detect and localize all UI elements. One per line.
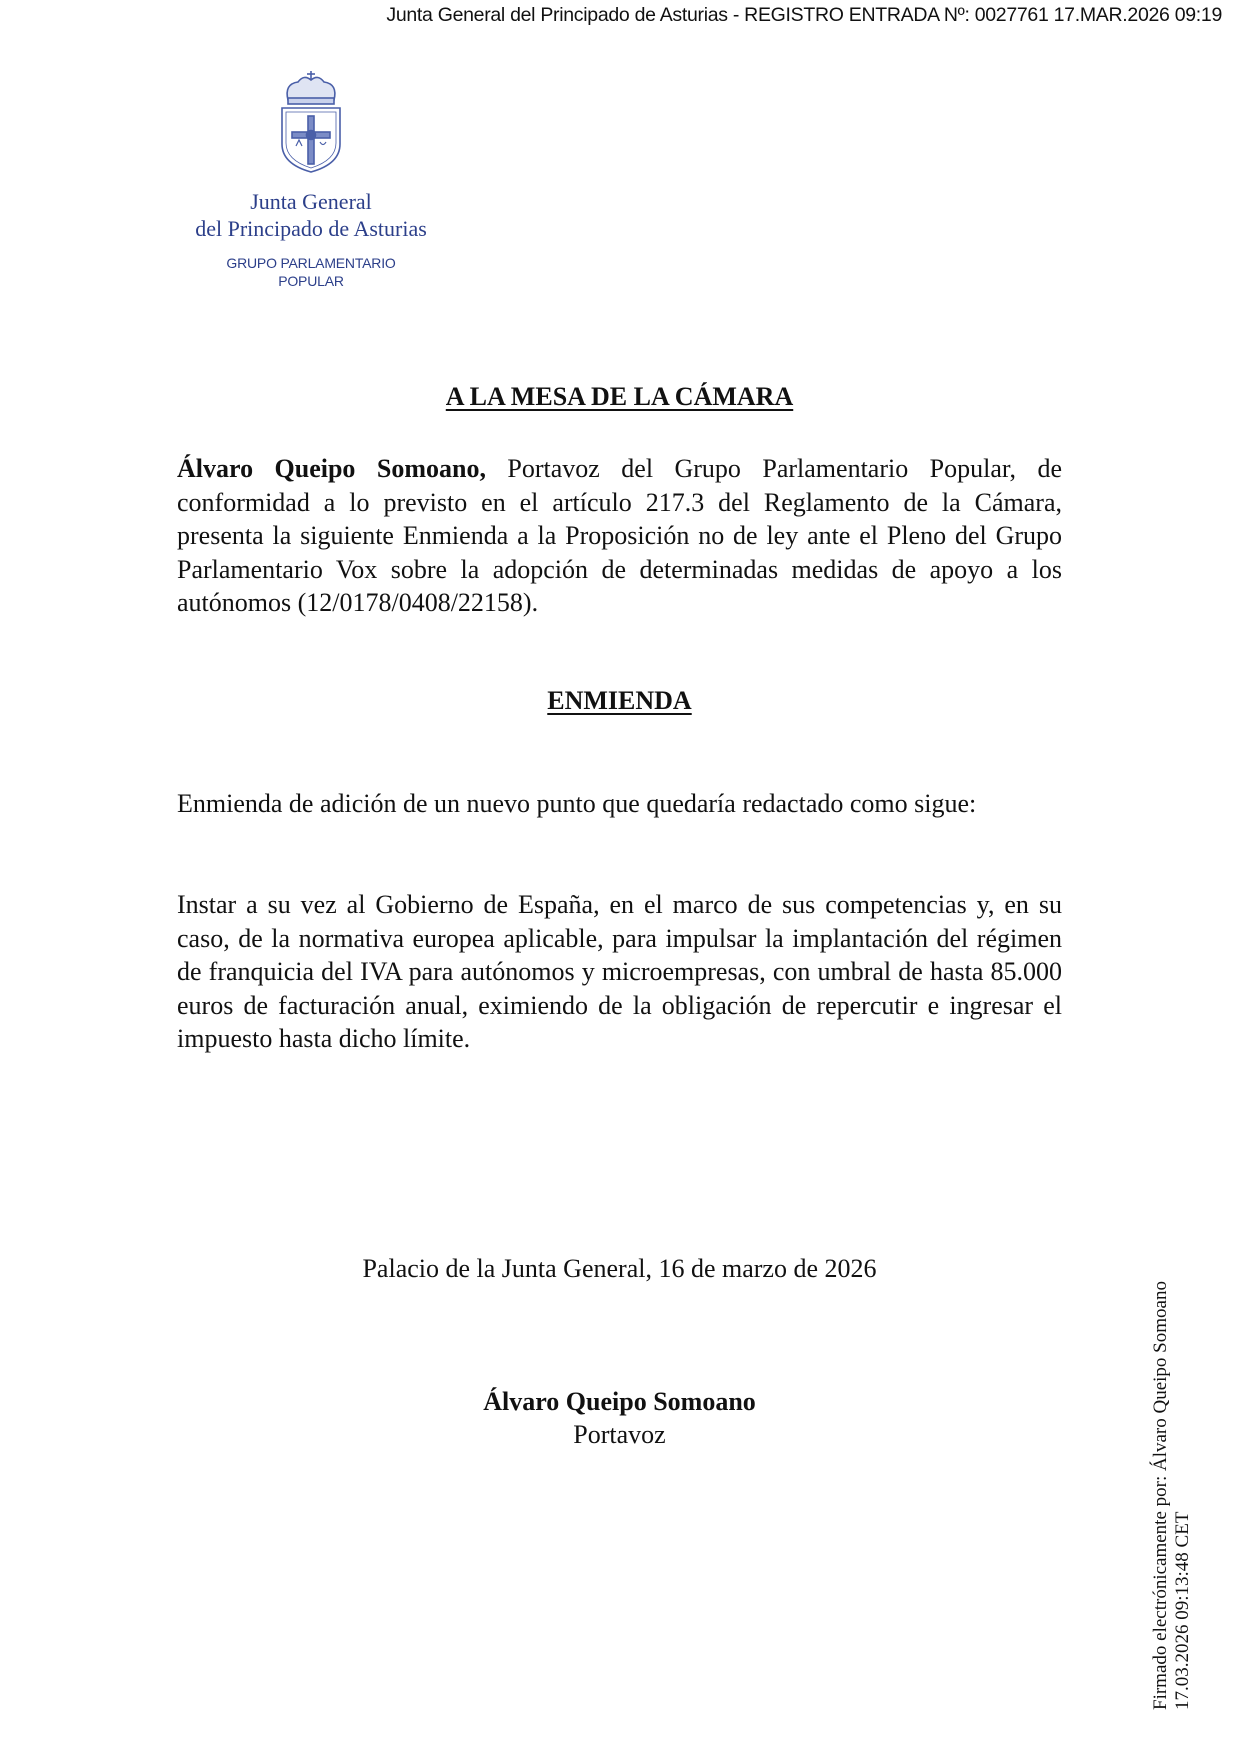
- signature-line1: Firmado electrónicamente por: Álvaro Queipo Somoano: [1150, 1281, 1171, 1710]
- author-name: Álvaro Queipo Somoano,: [177, 454, 486, 483]
- asturias-coat-of-arms-icon: [276, 70, 346, 174]
- logo-group-line2: POPULAR: [278, 273, 344, 289]
- amendment-intro: Enmienda de adición de un nuevo punto que quedaría redactado como sigue:: [177, 789, 977, 818]
- place-date: Palacio de la Junta General, 16 de marzo de 2026: [362, 1254, 877, 1283]
- signatory-role: Portavoz: [573, 1420, 666, 1449]
- section-title: ENMIENDA: [547, 686, 692, 715]
- logo-title-line2: del Principado de Asturias: [195, 216, 427, 241]
- addressee-heading: A LA MESA DE LA CÁMARA: [445, 382, 794, 411]
- signature-line2: 17.03.2026 09:13:48 CET: [1172, 1511, 1193, 1710]
- electronic-signature: [1150, 1281, 1194, 1710]
- intro-text: Portavoz del Grupo Parlamentario Popular, de conformidad a lo previsto en el artículo 217.3 del Reglamento de la Cámara, presenta la siguiente Enmienda a la Proposición no de ley ante el Pleno del Grupo Parlamentario Vox sobre la adopción de determinadas medidas de apoyo a los autónomos (12/0178/0408/22158).: [177, 454, 1062, 617]
- signatory-name: Álvaro Queipo Somoano: [483, 1387, 756, 1416]
- logo-group-line1: GRUPO PARLAMENTARIO: [226, 255, 396, 271]
- intro-paragraph: [177, 452, 1062, 620]
- logo-title-line1: Junta General: [250, 189, 372, 214]
- registry-stamp: Junta General del Principado de Asturias - REGISTRO ENTRADA Nº: 0027761 17.MAR.2026 09:19: [386, 4, 1222, 26]
- amendment-text: Instar a su vez al Gobierno de España, en el marco de sus competencias y, en su caso, de la normativa europea aplicable, para impulsar la implantación del régimen de franquicia del IVA para autónomos y microempresas, con umbral de hasta 85.000 euros de facturación anual, eximiendo de la obligación de repercutir e ingresar el impuesto hasta dicho límite.: [177, 890, 1062, 1053]
- institution-logo: [176, 70, 446, 310]
